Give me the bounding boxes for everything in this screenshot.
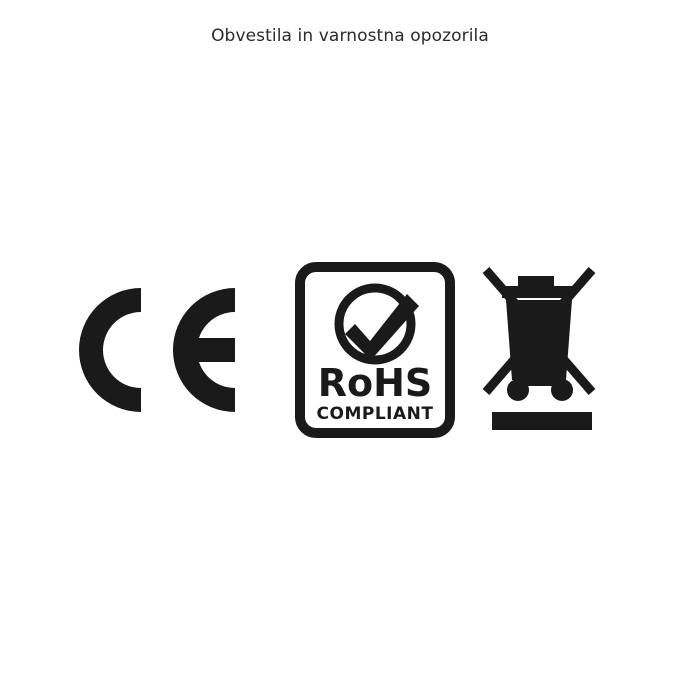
weee-crossed-out-bin-icon — [465, 250, 625, 450]
rohs-compliant-icon — [285, 250, 465, 450]
ce-marking-icon — [75, 250, 285, 450]
certification-symbol-row — [0, 250, 700, 450]
page-title: Obvestila in varnostna opozorila — [211, 26, 489, 46]
rohs-label: RoHS — [317, 361, 433, 405]
rohs-compliant-label: COMPLIANT — [316, 404, 434, 424]
